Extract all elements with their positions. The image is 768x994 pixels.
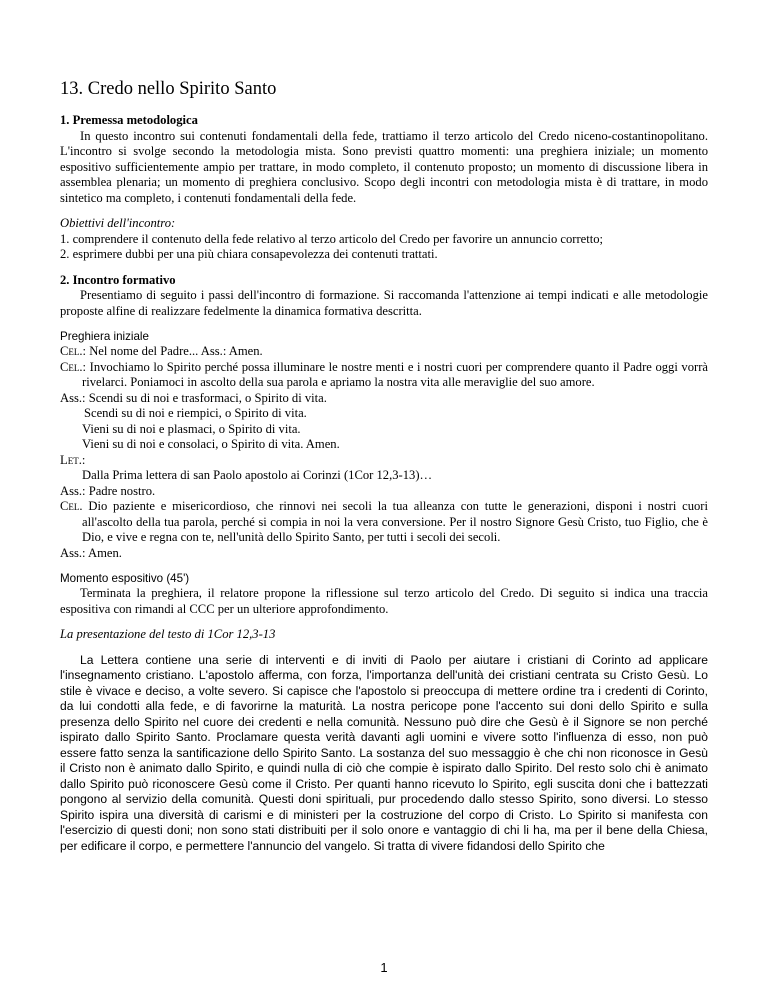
- assembly-response: Ass.: Scendi su di noi e trasformaci, o Spirito di vita.: [60, 390, 327, 405]
- objective-item: 2. esprimere dubbi per una più chiara consapevolezza dei contenuti trattati.: [60, 247, 438, 261]
- objective-item: 1. comprendere il contenuto della fede relativo al terzo articolo del Credo per favorire un annuncio corretto;: [60, 231, 604, 246]
- role-label: Let: [60, 452, 79, 467]
- objectives-list: [60, 232, 708, 263]
- prayer-text: .: Nel nome del Padre... Ass.: Amen.: [79, 344, 263, 358]
- premessa-paragraph: In questo incontro sui contenuti fondamentali della fede, trattiamo il terzo articolo del Credo niceno-costantinopolitano. L'incontro si svolge secondo la metodologia mista. Sono previsti quattro momenti: una preghiera iniziale; un momento espositivo sufficientemente ampio per trattare, in modo completo, il contenuto proposto; un momento di discussione libera in assemblea plenaria; un momento di preghiera conclusivo. Scopo degli incontri con metodologia mista è di trattare, in modo sintetico ma completo, i contenuti fondamentali della fede.: [60, 128, 708, 205]
- prayer-text: .: Invochiamo lo Spirito perché possa illuminare le nostre menti e i nostri cuori per comprendere quanto il Padre oggi vorrà rivelarci. Poniamoci in ascolto della sua parola e apriamo la nostra vita alle meraviglie del suo amore.: [79, 359, 708, 389]
- expository-paragraph: Terminata la preghiera, il relatore propone la riflessione sul terzo articolo del Credo. Di seguito si indica una traccia espositiva con rimandi al CCC per un ulteriore approfondimento.: [60, 586, 708, 616]
- assembly-response: Ass.: Amen.: [60, 545, 122, 560]
- assembly-response: Ass.: Padre nostro.: [60, 483, 156, 498]
- prayer-text: . Dio paziente e misericordioso, che rinnovi nei secoli la tua alleanza con tutte le generazioni, disponi i nostri cuori all'ascolto della tua parola, perché si compia in noi la vera conversione. Per il nostro Signore Gesù Cristo, tuo Figlio, che è Dio, e vive e regna con te, nell'unità dello Spirito Santo, per tutti i secoli dei secoli.: [79, 499, 708, 544]
- page-title: 13. Credo nello Spirito Santo: [60, 79, 277, 99]
- role-label: Cel: [60, 499, 80, 513]
- role-suffix: .:: [78, 452, 86, 467]
- page-number: 1: [380, 960, 388, 975]
- expository-body: La Lettera contiene una serie di interventi e di inviti di Paolo per aiutare i cristiani di Corinto ad applicare l'insegnamento cristiano. L'apostolo afferma, con forza, l'importanza dell'unità dei cristiani centrata su Cristo Gesù. Lo stile è vivace e deciso, a volte severo. Si capisce che l'apostolo si preoccupa di mettere ordine tra i credenti di Corinto, da lui condotti alla fede, e di favorirne la maturità. La nostra pericope pone l'accento sui doni dello Spirito e sulla presenza dello Spirito nel cuore dei credenti e nella comunità. Nessuno può dire che Gesù è il Signore se non perché ispirato dallo Spirito Santo. Proclamare questa verità davanti agli uomini e vivere sotto l'influenza di esso, non può essere fatto senza la santificazione dello Spirito Santo. La sostanza del suo messaggio è che chi non riconosce in Gesù il Cristo non è animato dallo Spirito, e quindi nulla di ciò che compie è ispirato dallo Spirito. Del resto solo chi è animato dallo Spirito può riconoscere Gesù come il Cristo. Per quanti hanno ricevuto lo Spirito, egli suscita doni che i battezzati pongono al servizio della comunità. Questi doni spirituali, pur procedendo dallo stesso Spirito, sono diversi. Lo stesso Spirito ispira una diversità di carismi e di ministeri per la costruzione del corpo di Cristo. Lo Spirito si manifesta con l'esercizio di questi doni; non sono stati distribuiti per il solo onore e vantaggio di chi li ha, ma per il bene della Chiesa, per edificare il corpo, e permettere l'annuncio del vangelo. Si tratta di vivere fidandosi dello Spirito che: [60, 652, 708, 853]
- page-content: [60, 78, 708, 854]
- prayer-line: [60, 344, 708, 360]
- objectives-title: Obiettivi dell'incontro:: [60, 216, 176, 230]
- lector-line: [60, 453, 708, 469]
- prayer-heading: Preghiera iniziale: [60, 330, 149, 343]
- response-line: Scendi su di noi e riempici, o Spirito di vita.: [84, 406, 307, 420]
- section-heading-incontro: 2. Incontro formativo: [60, 272, 176, 287]
- response-line: Vieni su di noi e plasmaci, o Spirito di vita.: [82, 421, 301, 436]
- reading-reference: Dalla Prima lettera di san Paolo apostolo ai Corinzi (1Cor 12,3-13)…: [82, 468, 433, 482]
- text-presentation-subheading: La presentazione del testo di 1Cor 12,3-13: [60, 627, 276, 641]
- prayer-line: [60, 360, 708, 391]
- role-label: Cel: [60, 359, 80, 374]
- prayer-line: [60, 499, 708, 546]
- role-label: Cel: [60, 344, 80, 358]
- response-line: Vieni su di noi e consolaci, o Spirito di vita. Amen.: [82, 437, 340, 451]
- section-heading-premessa: 1. Premessa metodologica: [60, 113, 198, 127]
- expository-heading: Momento espositivo (45'): [60, 572, 190, 585]
- incontro-paragraph: Presentiamo di seguito i passi dell'incontro di formazione. Si raccomanda l'attenzione ai tempi indicati e alle metodologie proposte alfine di realizzare fedelmente la dinamica formativa descritta.: [60, 288, 708, 318]
